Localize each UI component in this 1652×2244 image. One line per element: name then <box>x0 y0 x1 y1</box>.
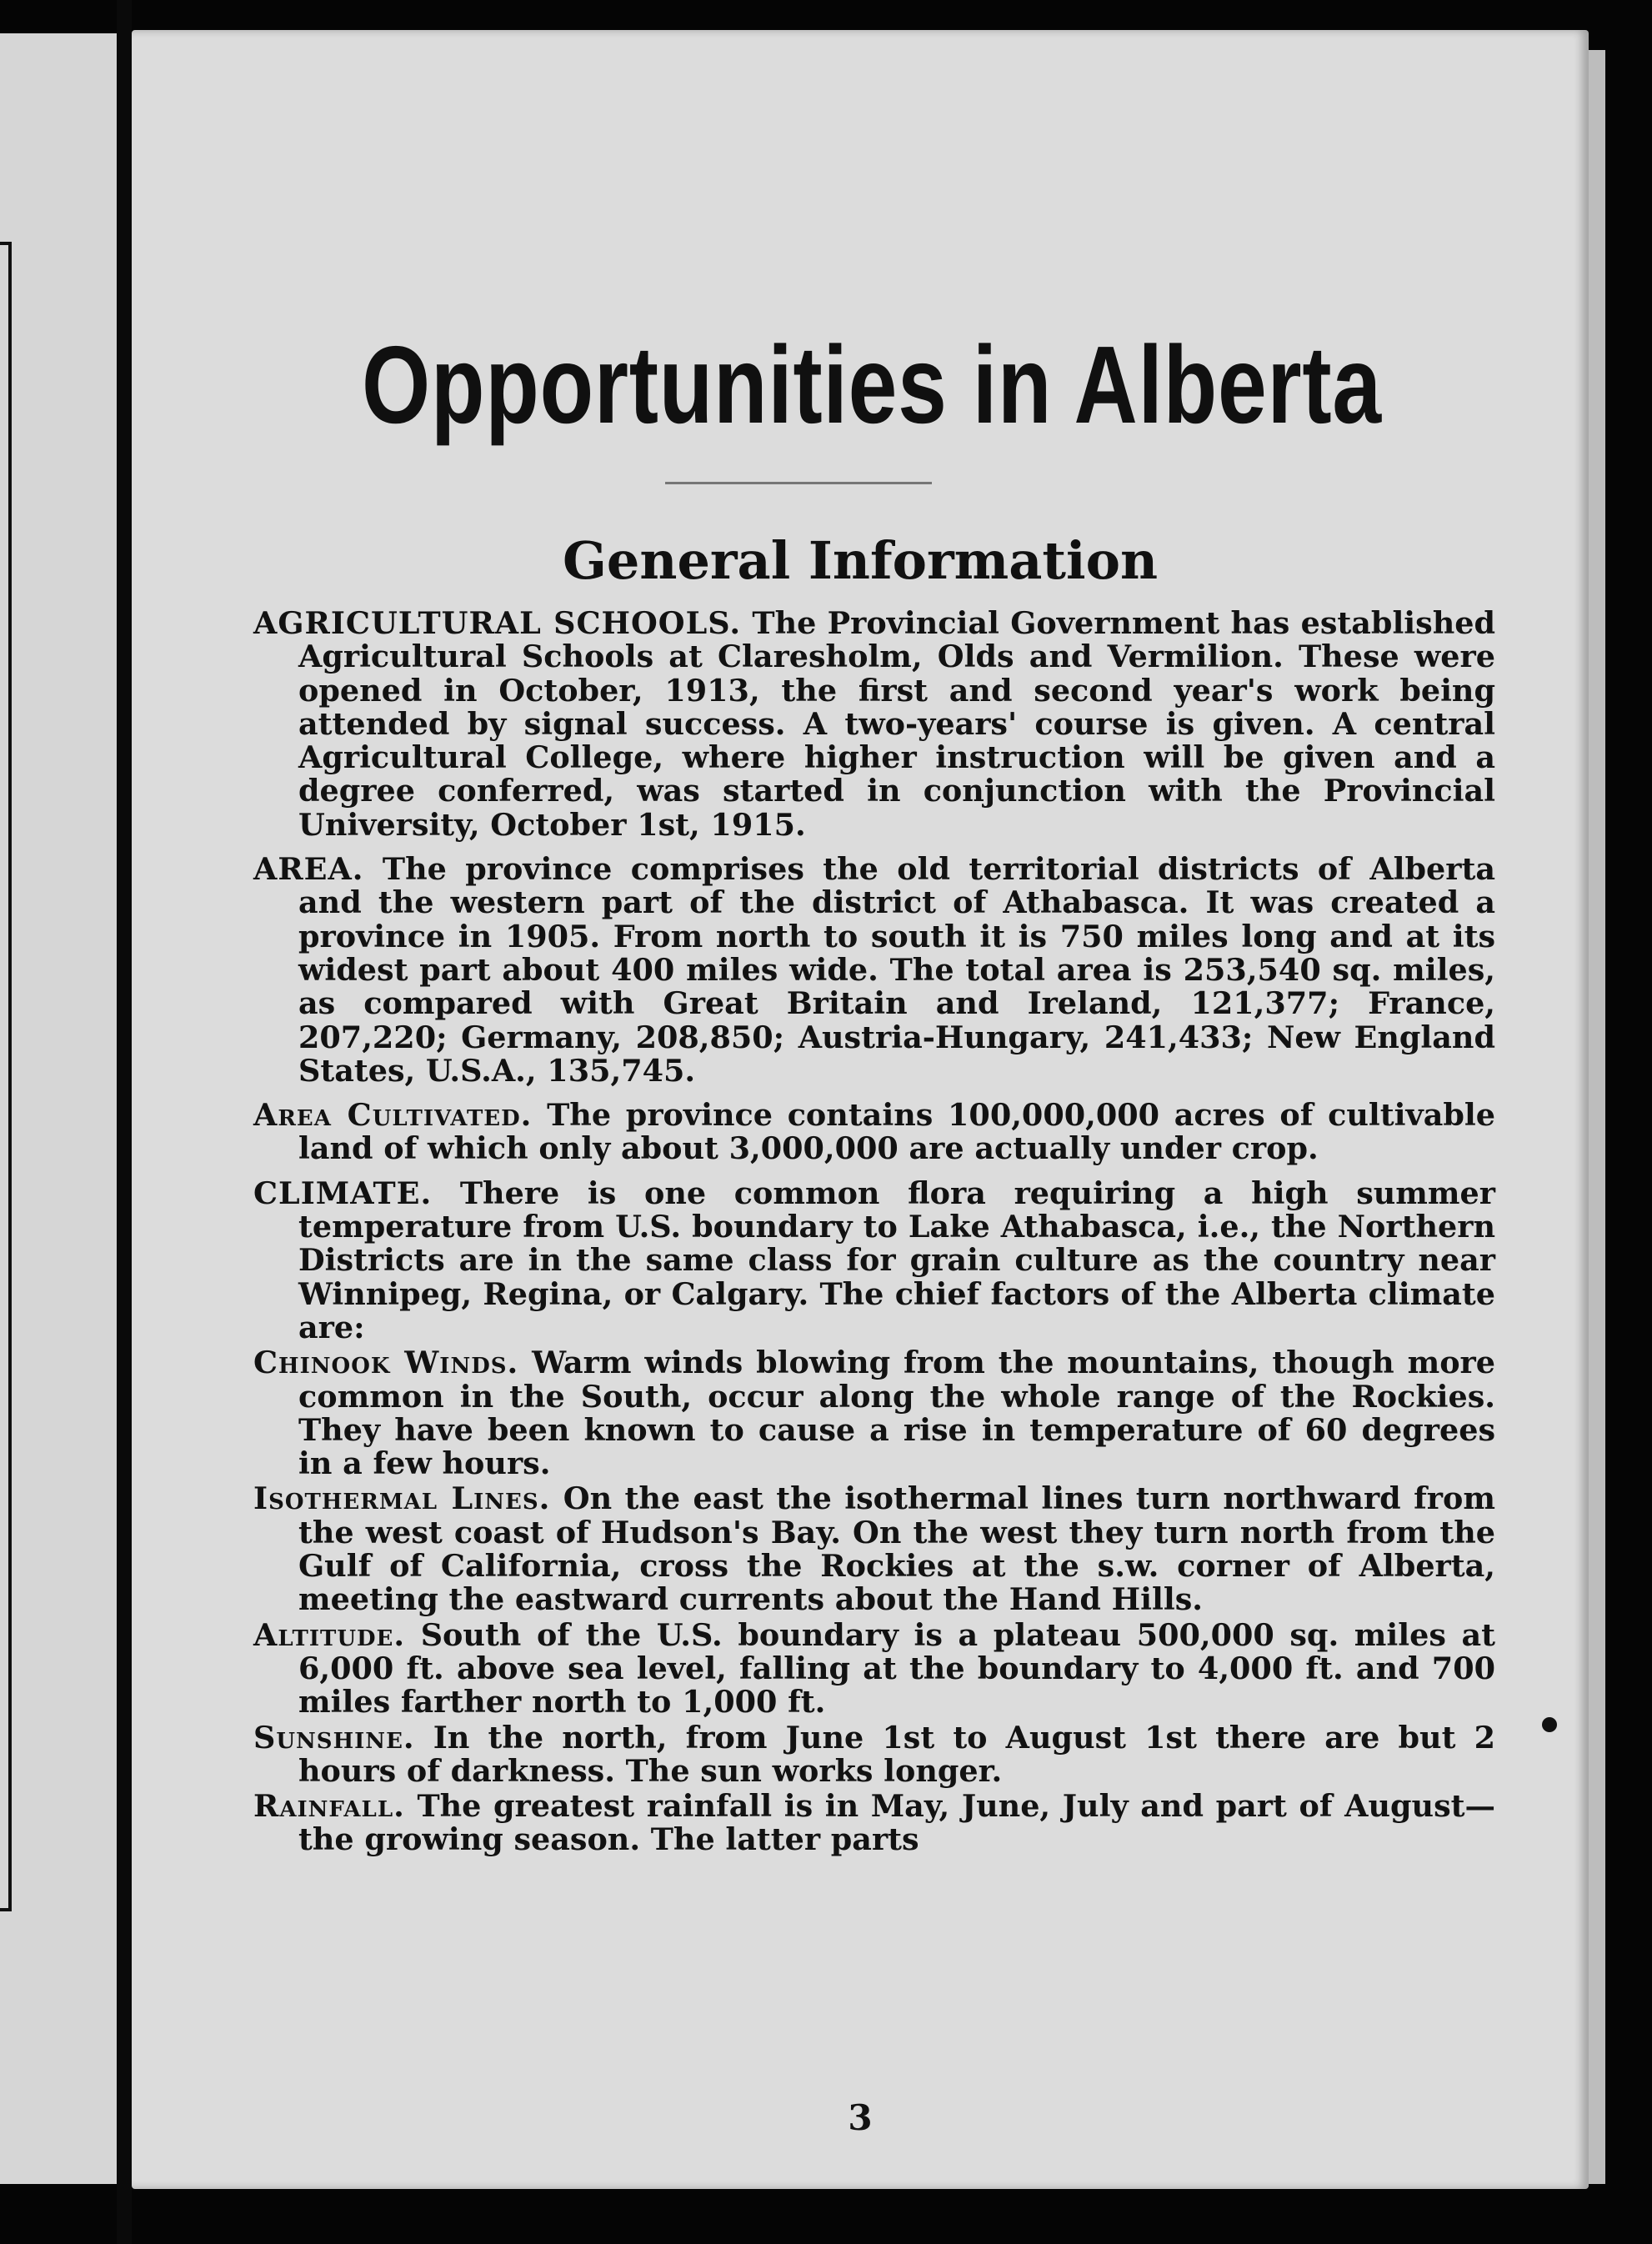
paragraph-heading: Area Cultivated. <box>253 1097 533 1134</box>
paragraph-heading: Rainfall. <box>253 1788 405 1825</box>
paragraph-climate <box>253 1177 1495 1345</box>
paragraph-text: In the north, from June 1st to August 1st there are but 2 hours of darkness. The sun works longer. <box>298 1719 1495 1789</box>
body-text <box>253 607 1495 1859</box>
left-page-frame <box>0 242 12 1911</box>
paragraph-heading: AGRICULTURAL SCHOOLS. <box>253 605 742 641</box>
paragraph-text: South of the U.S. boundary is a plateau 500,000 sq. miles at 6,000 ft. above sea level, falling at the boundary to 4,000 ft. and 700 miles farther north to 1,000 ft. <box>298 1616 1495 1721</box>
left-page-edge <box>0 33 117 2184</box>
paragraph-text: The province contains 100,000,000 acres of cultivable land of which only about 3,000,000 are actually under crop. <box>298 1097 1495 1167</box>
right-page-edge <box>1589 50 1605 2184</box>
paragraph-chinook-winds <box>253 1346 1495 1480</box>
paragraph-area-cultivated <box>253 1099 1495 1166</box>
paragraph-heading: Chinook Winds. <box>253 1345 519 1381</box>
paragraph-text: The Provincial Government has established Agricultural Schools at Claresholm, Olds and Vermilion. These were opened in October, 1913, the first and second year's work being attended by signal success. A two-years' course is given. A central Agricultural College, where higher instruction will be given and a degree conferred, was started in conjunction with the Provincial University, October 1st, 1915. <box>298 605 1496 843</box>
page-title: Opportunities in Alberta <box>362 323 1382 446</box>
paragraph-text: There is one common flora requiring a high summer temperature from U.S. boundary to Lake Athabasca, i.e., the Northern Districts are in the same class for grain culture as the country near Winnipeg, Regina, or Calgary. The chief factors of the Alberta climate are: <box>298 1175 1495 1345</box>
paragraph-text: On the east the isothermal lines turn northward from the west coast of Hudson's Bay. On the west they turn north from the Gulf of California, cross the Rockies at the s.w. corner of Alberta, meeting the eastward currents about the Hand Hills. <box>298 1480 1495 1618</box>
ink-dot-mark <box>1542 1717 1557 1732</box>
paragraph-text: The greatest rainfall is in May, June, July and part of August—the growing season. The latter parts <box>298 1788 1495 1858</box>
paragraph-text: The province comprises the old territorial districts of Alberta and the western part of the district of Athabasca. It was created a province in 1905. From north to south it is 750 miles long and at its widest part about 400 miles wide. The total area is 253,540 sq. miles, as compared with Great Britain and Ireland, 121,377; France, 207,220; Germany, 208,850; Austria-Hungary, 241,433; New England States, U.S.A., 135,745. <box>298 851 1495 1089</box>
book-page <box>132 30 1589 2189</box>
paragraph-text: Warm winds blowing from the mountains, though more common in the South, occur along the whole range of the Rockies. They have been known to cause a rise in temperature of 60 degrees in a few hours. <box>298 1345 1495 1482</box>
paragraph-heading: Sunshine. <box>253 1719 415 1756</box>
paragraph-isothermal-lines <box>253 1482 1495 1616</box>
title-rule <box>665 482 932 484</box>
book-gutter <box>117 0 132 2244</box>
paragraph-heading: AREA. <box>253 851 364 888</box>
paragraph-heading: CLIMATE. <box>253 1175 433 1211</box>
paragraph-area <box>253 853 1495 1088</box>
section-subtitle: General Information <box>562 530 1159 591</box>
paragraph-altitude <box>253 1616 1495 1721</box>
paragraph-sunshine <box>253 1721 1495 1789</box>
paragraph-rainfall <box>253 1790 1495 1857</box>
paragraph-heading: Isothermal Lines. <box>253 1480 551 1517</box>
paragraph-agricultural-schools <box>253 607 1495 842</box>
paragraph-heading: Altitude. <box>253 1616 406 1653</box>
page-number: 3 <box>848 2097 873 2138</box>
